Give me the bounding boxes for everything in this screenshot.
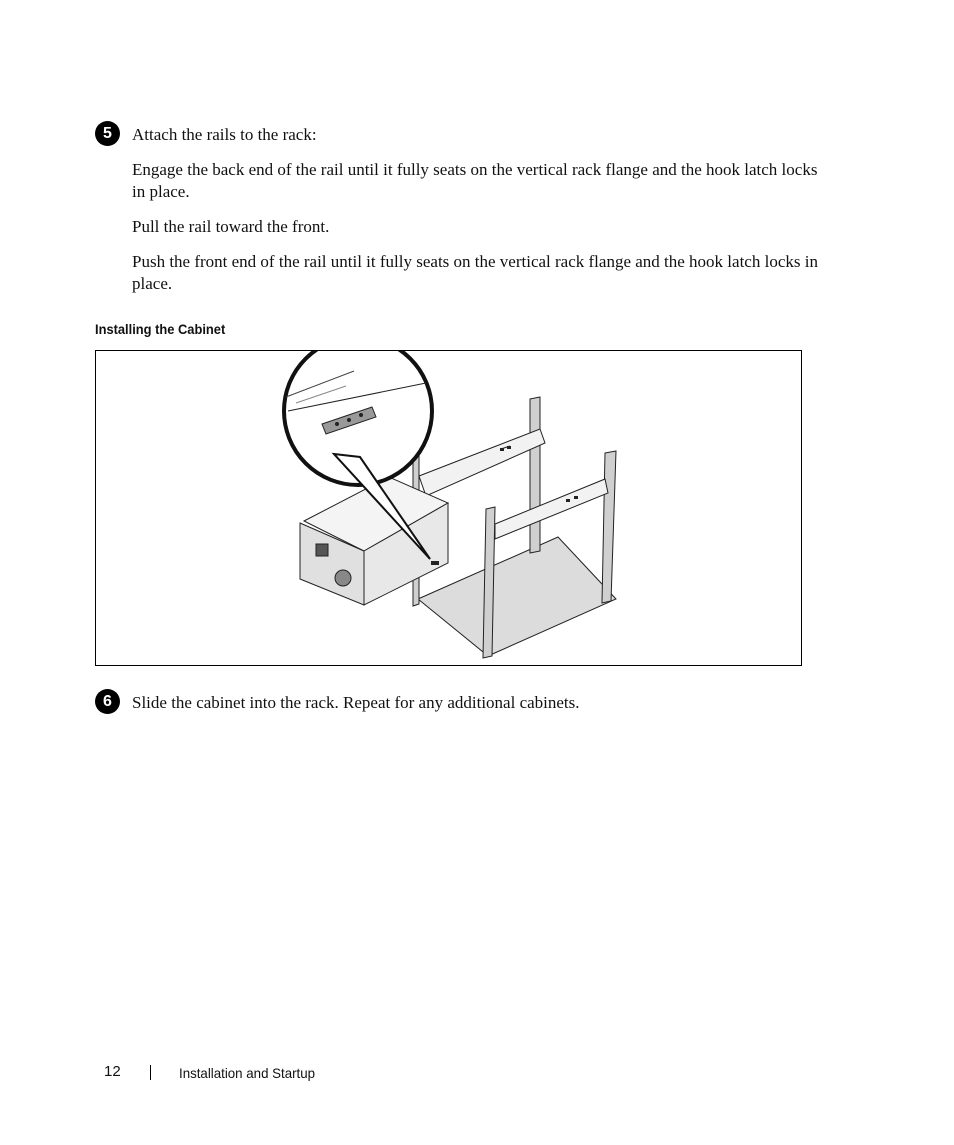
step-5-pull-rail: Pull the rail toward the front. — [132, 217, 330, 236]
page-number: 12 — [104, 1063, 121, 1080]
step-5-engage-back: Engage the back end of the rail until it fully seats on the vertical rack flange and the hook latch locks in place. — [132, 160, 818, 201]
step-5-push-front: Push the front end of the rail until it fully seats on the vertical rack flange and the hook latch locks in place. — [132, 252, 818, 293]
footer-divider — [150, 1065, 151, 1080]
rack-post-back-right — [530, 397, 540, 553]
rack-installation-illustration — [96, 351, 803, 667]
figure-frame — [95, 350, 802, 666]
step-5-intro: Attach the rails to the rack: — [132, 125, 317, 144]
rail-upper — [419, 429, 545, 496]
rack-post-front-right — [602, 451, 616, 603]
step-6-slide: Slide the cabinet into the rack. Repeat for any additional cabinets. — [132, 693, 580, 712]
step-5-badge: 5 — [95, 121, 120, 146]
cabinet-fan — [335, 570, 351, 586]
footer-section-title: Installation and Startup — [179, 1065, 316, 1081]
step-6-badge: 6 — [95, 689, 120, 714]
rail-lower — [495, 479, 608, 539]
cabinet-display — [316, 544, 328, 556]
figure-caption: Installing the Cabinet — [95, 321, 226, 337]
